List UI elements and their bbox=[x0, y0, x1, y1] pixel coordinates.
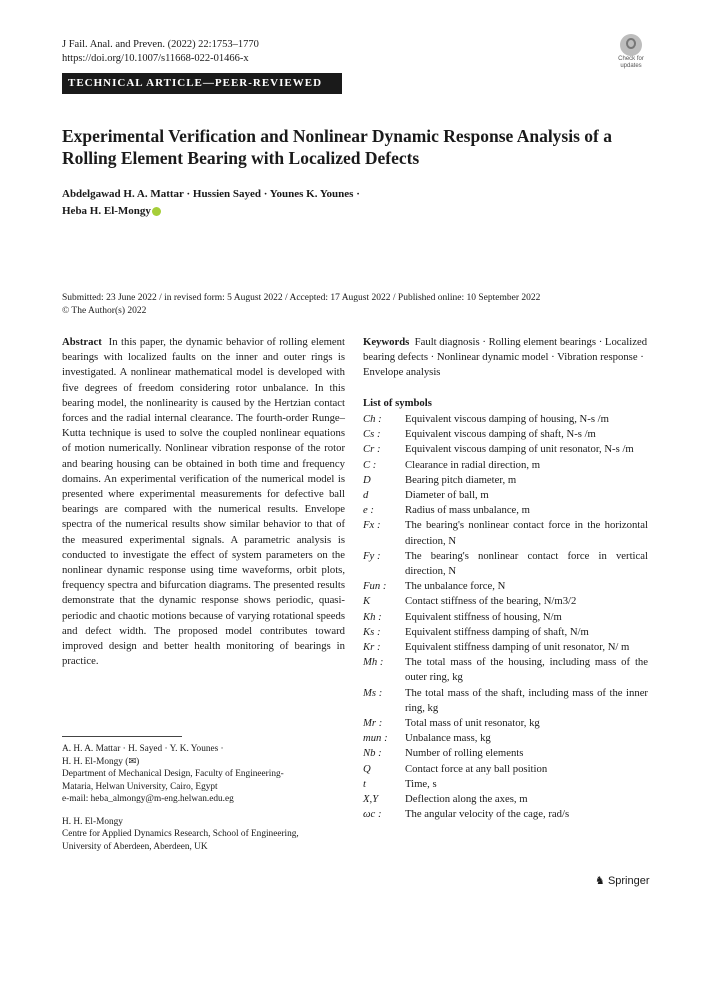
affiliations bbox=[62, 743, 352, 863]
symbol-name: Fun : bbox=[363, 580, 387, 593]
affil2-author: H. H. El-Mongy bbox=[62, 816, 123, 827]
symbol-name: ωc : bbox=[363, 808, 382, 821]
authors-line2: Heba H. El-Mongy bbox=[62, 205, 151, 217]
symbol-row bbox=[363, 655, 648, 685]
symbol-description: Diameter of ball, m bbox=[405, 489, 489, 502]
symbol-row bbox=[363, 412, 648, 427]
publisher-name: Springer bbox=[607, 875, 650, 887]
symbol-description: Unbalance mass, kg bbox=[405, 732, 491, 745]
journal-citation: J Fail. Anal. and Preven. (2022) 22:1753–1770 bbox=[62, 39, 259, 50]
symbol-description: Equivalent viscous damping of shaft, N-s /m bbox=[405, 428, 596, 441]
symbols-heading: List of symbols bbox=[363, 397, 432, 409]
author-list bbox=[62, 186, 622, 220]
springer-horse-icon: ♞ bbox=[595, 875, 605, 887]
symbol-name: Fx : bbox=[363, 519, 381, 532]
symbol-description: Equivalent stiffness damping of shaft, N/m bbox=[405, 625, 589, 638]
affil-email[interactable]: e-mail: heba_almongy@m-eng.helwan.edu.eg bbox=[62, 794, 234, 804]
symbol-name: Kr : bbox=[363, 641, 381, 654]
symbol-row bbox=[363, 640, 648, 655]
symbol-row bbox=[363, 716, 648, 731]
symbol-name: e : bbox=[363, 504, 374, 517]
abstract-text: In this paper, the dynamic behavior of rolling element bearings with localized faults on the inner and outer rings is investigated. A nonlinear mathematical model is developed with five degrees of freedom considering rotor unbalance. In this bearing model, the nonlinearity is caused by the Hertzian contact forces and the radial internal clearance. The fourth-order Runge–Kutta technique is used to solve the coupled nonlinear equations of motion numerically. Nonlinear vibration response of the rotor and bearing housing can be obtained in both time and frequency domains. An experimental verification of the numerical model is presented where experimental measurements for defective ball bearings are compared with the numerical results. Envelope spectra of the numerical results show similar behavior to that of the measured experimental signals. A parametric analysis is conducted to investigate the effect of system parameters on the nonlinear dynamic response using time waveforms, orbit plots, frequency spectra and bifurcation diagrams. The presented results demonstrate that the dynamic response shows periodic, quasi-periodic and chaotic motions because of varying rotational speeds and defect width. The proposed model contributes toward improved design and better health monitoring of bearings in practice. bbox=[62, 336, 345, 668]
symbol-row bbox=[363, 610, 648, 625]
doi-link[interactable]: https://doi.org/10.1007/s11668-022-01466-x bbox=[62, 53, 249, 64]
abstract bbox=[62, 335, 345, 669]
symbol-name: Mr : bbox=[363, 717, 383, 730]
publication-dates bbox=[62, 292, 652, 318]
symbol-description: Contact force at any ball position bbox=[405, 762, 548, 775]
keywords-text: Fault diagnosis · Rolling element bearings · Localized bearing defects · Nonlinear dynamic model · Vibration response · Envelope analysis bbox=[363, 336, 648, 379]
affil2-centre: Centre for Applied Dynamics Research, School of Engineering, bbox=[62, 829, 299, 839]
symbol-name: X,Y bbox=[363, 793, 379, 806]
symbol-name: Kh : bbox=[363, 610, 382, 623]
symbol-description: Time, s bbox=[405, 777, 437, 790]
symbol-row bbox=[363, 518, 648, 548]
symbol-description: Bearing pitch diameter, m bbox=[405, 473, 517, 486]
symbol-description: The unbalance force, N bbox=[405, 580, 506, 593]
symbol-row bbox=[363, 762, 648, 777]
symbol-name: mun : bbox=[363, 732, 388, 745]
symbol-row bbox=[363, 488, 648, 503]
keywords bbox=[363, 335, 648, 381]
keywords-label: Keywords bbox=[363, 336, 410, 348]
symbol-row bbox=[363, 807, 648, 822]
symbol-name: d bbox=[363, 489, 369, 502]
symbol-description: Equivalent stiffness damping of unit resonator, N/ m bbox=[405, 641, 630, 654]
check-updates-line1: Check for bbox=[618, 56, 644, 62]
symbol-description: Equivalent viscous damping of housing, N-s /m bbox=[405, 413, 609, 425]
symbol-row bbox=[363, 792, 648, 807]
check-updates-line2: updates bbox=[620, 63, 642, 69]
symbol-row bbox=[363, 458, 648, 473]
symbol-name: K bbox=[363, 595, 371, 608]
symbol-name: t bbox=[363, 777, 366, 790]
affil-corresponding: H. H. El-Mongy (✉) bbox=[62, 756, 140, 767]
symbol-row bbox=[363, 594, 648, 609]
symbol-description: Contact stiffness of the bearing, N/m3/2 bbox=[405, 595, 577, 608]
authors-line1: Abdelgawad H. A. Mattar · Hussien Sayed · Younes K. Younes · bbox=[62, 188, 360, 200]
symbol-name: Cs : bbox=[363, 428, 381, 441]
symbol-row bbox=[363, 731, 648, 746]
symbol-description: Clearance in radial direction, m bbox=[405, 458, 541, 471]
symbol-row bbox=[363, 625, 648, 640]
symbol-description: Total mass of unit resonator, kg bbox=[405, 717, 540, 730]
symbol-description: Equivalent stiffness of housing, N/m bbox=[405, 610, 562, 623]
symbol-name: Ch : bbox=[363, 413, 382, 425]
symbol-description: Deflection along the axes, m bbox=[405, 793, 528, 806]
symbol-row bbox=[363, 442, 648, 457]
check-for-updates-badge[interactable] bbox=[614, 34, 648, 68]
symbol-description: The bearing's nonlinear contact force in the horizontal direction, N bbox=[405, 519, 648, 547]
symbol-row bbox=[363, 686, 648, 716]
symbol-row bbox=[363, 746, 648, 761]
symbol-name: Cr : bbox=[363, 443, 381, 456]
affil-authors: A. H. A. Mattar · H. Sayed · Y. K. Younes · bbox=[62, 744, 224, 754]
check-updates-icon bbox=[620, 34, 642, 56]
symbol-row bbox=[363, 777, 648, 792]
symbol-description: Radius of mass unbalance, m bbox=[405, 504, 530, 517]
abstract-label: Abstract bbox=[62, 336, 102, 348]
symbol-name: Q bbox=[363, 762, 371, 775]
symbol-description: Number of rolling elements bbox=[405, 747, 524, 760]
symbol-description: Equivalent viscous damping of unit resonator, N-s /m bbox=[405, 443, 634, 456]
symbols-list bbox=[363, 412, 648, 822]
symbol-description: The total mass of the shaft, including mass of the inner ring, kg bbox=[405, 686, 648, 714]
dates-history: Submitted: 23 June 2022 / in revised form: 5 August 2022 / Accepted: 17 August 2022 / Published online: 10 September 2022 bbox=[62, 293, 541, 303]
symbol-row bbox=[363, 427, 648, 442]
symbol-description: The bearing's nonlinear contact force in vertical direction, N bbox=[405, 549, 648, 578]
symbol-row bbox=[363, 473, 648, 488]
symbol-name: C : bbox=[363, 458, 377, 471]
symbol-description: The total mass of the housing, including mass of the outer ring, kg bbox=[405, 656, 648, 684]
symbol-name: Nb : bbox=[363, 747, 382, 760]
publisher-logo bbox=[595, 874, 650, 887]
symbol-row bbox=[363, 503, 648, 518]
symbol-description: The angular velocity of the cage, rad/s bbox=[405, 808, 570, 821]
affiliation-divider bbox=[62, 736, 182, 737]
affil-univ: Mataria, Helwan University, Cairo, Egypt bbox=[62, 781, 218, 792]
symbol-name: Fy : bbox=[363, 549, 381, 562]
affil2-univ: University of Aberdeen, Aberdeen, UK bbox=[62, 841, 208, 852]
symbol-name: Ms : bbox=[363, 686, 383, 699]
symbol-name: Mh : bbox=[363, 656, 384, 669]
affil-dept: Department of Mechanical Design, Faculty of Engineering- bbox=[62, 769, 284, 779]
orcid-icon[interactable] bbox=[152, 207, 161, 216]
article-title: Experimental Verification and Nonlinear Dynamic Response Analysis of a Rolling Element Bearing with Localized Defects bbox=[62, 126, 612, 168]
symbol-name: Ks : bbox=[363, 625, 381, 638]
symbol-name: D bbox=[363, 473, 371, 486]
journal-header bbox=[62, 38, 259, 66]
symbol-row bbox=[363, 579, 648, 594]
copyright: © The Author(s) 2022 bbox=[62, 306, 147, 316]
article-type-banner: TECHNICAL ARTICLE—PEER-REVIEWED bbox=[62, 73, 342, 94]
symbol-row bbox=[363, 549, 648, 579]
